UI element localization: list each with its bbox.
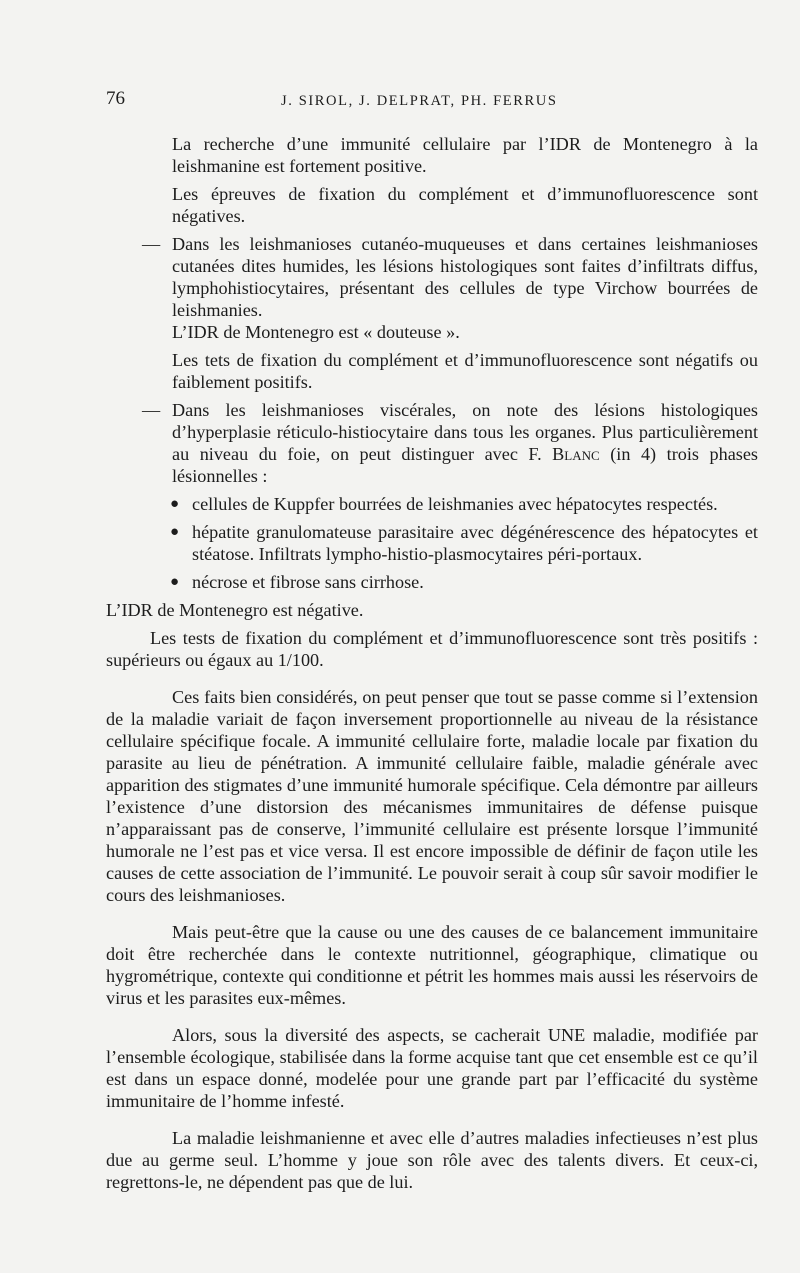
bullet-text: hépatite granulomateuse parasitaire avec dégénérescence des hépatocytes et stéatose. Infiltrats lympho-histio-plasmocytaires péri-portaux.	[192, 522, 758, 564]
paragraph-tests-faibles: Les tets de fixation du complément et d’immunofluorescence sont négatifs ou faiblement positifs.	[172, 350, 758, 392]
bullet-text: nécrose et fibrose sans cirrhose.	[192, 572, 424, 592]
paragraph-viscerales	[172, 399, 758, 487]
paragraph-tests-positifs: Les tests de fixation du complément et d’immunofluorescence sont très positifs : supérieurs ou égaux au 1/100.	[106, 628, 758, 670]
bullet-item	[106, 493, 758, 515]
bullet-item	[106, 521, 758, 565]
dash-mark: —	[142, 234, 161, 254]
paragraph-conclusion-4: La maladie leishmanienne et avec elle d’autres maladies infectieuses n’est plus due au germe seul. L’homme y joue son rôle avec des talents divers. Et ceux-ci, regrettons-le, ne dépendent pas que de lui.	[106, 1128, 758, 1192]
paragraph-conclusion-3: Alors, sous la diversité des aspects, se cacherait UNE maladie, modifiée par l’ensemble écologique, stabilisée dans la forme acquise tant que cet ensemble est ce qu’il est dans un espace donné, modelée pour une grande part par l’efficacité du système immunitaire de l’homme infesté.	[106, 1025, 758, 1111]
viscerales-text-end: (in 4) trois phases lésionnelles :	[172, 444, 758, 486]
paragraph-idr-positive: La recherche d’une immunité cellulaire par l’IDR de Montenegro à la leishmanine est fortement positive.	[172, 134, 758, 176]
paragraph-idr-negative: L’IDR de Montenegro est négative.	[106, 600, 364, 620]
bullet-icon: ●	[170, 524, 180, 540]
viscerales-text-start: Dans les leishmanioses viscérales, on note des lésions histologiques d’hyperplasie réticulo-histiocytaire dans tous les organes. Plus particulièrement au niveau du foie, on peut distinguer avec F.	[172, 400, 758, 464]
bullet-text: cellules de Kuppfer bourrées de leishmanies avec hépatocytes respectés.	[192, 494, 718, 514]
dash-item-cutaneo-muqueuses	[106, 233, 758, 321]
running-title: J. SIROL, J. DELPRAT, PH. FERRUS	[281, 93, 558, 109]
paragraph-idr-douteuse: L’IDR de Montenegro est « douteuse ».	[172, 322, 460, 342]
bullet-icon: ●	[170, 496, 180, 512]
bullet-item	[106, 571, 758, 593]
paragraph-conclusion-2: Mais peut-être que la cause ou une des causes de ce balancement immunitaire doit être recherchée dans le contexte nutritionnel, géographique, climatique ou hygrométrique, contexte qui conditionne et pétrit les hommes mais aussi les réservoirs de virus et les parasites eux-mêmes.	[106, 922, 758, 1008]
author-name-blanc: Blanc	[552, 444, 600, 464]
page-header	[106, 88, 696, 116]
paragraph-tests-negative: Les épreuves de fixation du complément et d’immunofluorescence sont négatives.	[172, 184, 758, 226]
dash-item-viscerales	[106, 399, 758, 487]
dash-mark: —	[142, 400, 161, 420]
bullet-icon: ●	[170, 574, 180, 590]
paragraph-cutaneo-muqueuses: Dans les leishmanioses cutanéo-muqueuses et dans certaines leishmanioses cutanées dites humides, les lésions histologiques sont faites d’infiltrats diffus, lymphohistiocytaires, présentant des cellules de type Virchow bourrées de leishmanies.	[172, 234, 758, 320]
paragraph-conclusion-1: Ces faits bien considérés, on peut penser que tout se passe comme si l’extension de la maladie variait de façon inversement proportionnelle au niveau de la résistance cellulaire spécifique focale. A immunité cellulaire forte, maladie locale par fixation du parasite au lieu de pénétration. A immunité cellulaire faible, maladie générale avec apparition des stigmates d’une immunité humorale spécifique. Cela démontre par ailleurs l’existence d’une distorsion des mécanismes immunitaires de défense puisque n’apparaissant pas de conserve, l’immunité cellulaire est présente lorsque l’immunité humorale ne l’est pas et vice versa. Il est encore impossible de définir de façon utile les causes de cette association de l’immunité. Le pouvoir serait à coup sûr savoir modifier le cours des leishmanioses.	[106, 687, 758, 905]
page-number: 76	[106, 88, 125, 109]
body-text	[106, 133, 758, 1193]
